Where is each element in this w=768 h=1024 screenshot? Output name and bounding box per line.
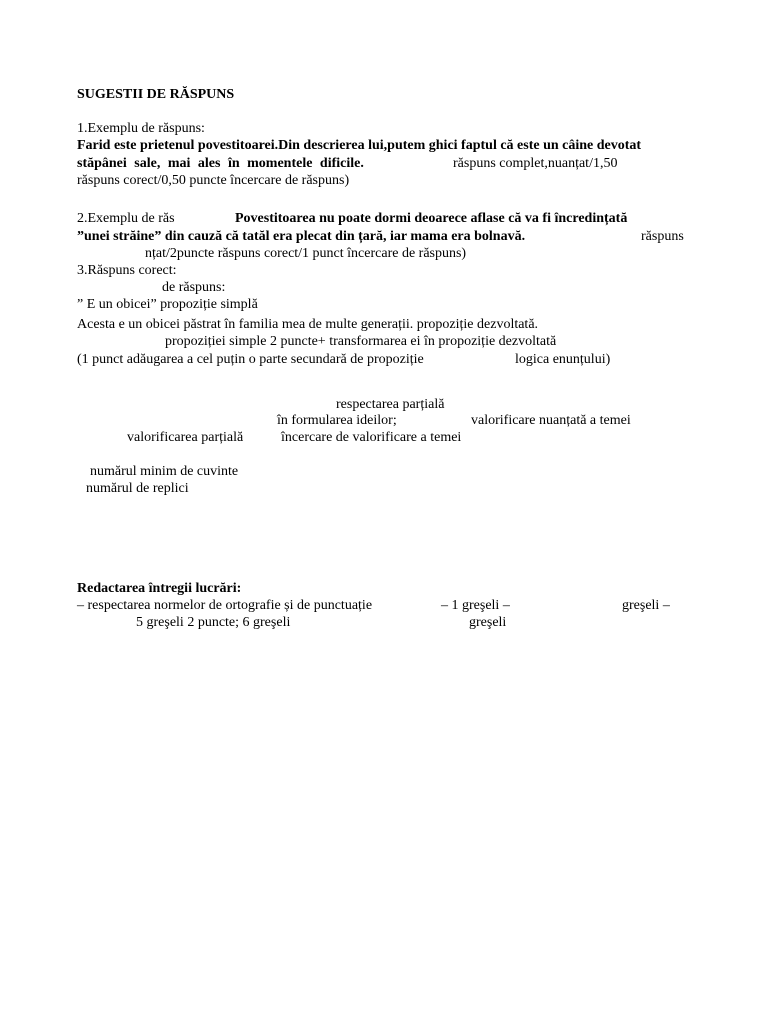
q2-answer-line2: ”unei străine” din cauză că tatăl era plecat din țară, iar mama era bolnavă. — [77, 229, 526, 244]
q3-score-a: propoziției simple 2 puncte+ transformarea ei în propoziție dezvoltată — [165, 334, 557, 349]
redactare-title: Redactarea întregii lucrări: — [77, 581, 242, 596]
q3-label: 3.Răspuns corect: — [77, 263, 177, 278]
q3-simple-sentence: ” E un obicei” propoziție simplă — [77, 297, 258, 312]
essay-replies: numărul de replici — [86, 481, 189, 496]
q2-score-b: nțat/2puncte răspuns corect/1 punct încercare de răspuns) — [145, 246, 467, 261]
q1-score-a: răspuns complet,nuanțat/1,50 — [453, 156, 618, 171]
q3-score-b-left: (1 punct adăugarea a cel puțin o parte secundară de propoziție — [77, 352, 424, 367]
essay-criteria-line1: respectarea parțială — [336, 397, 445, 412]
redactare-line2-right: greşeli — [469, 615, 507, 630]
essay-criteria-line3-left: valorificarea parțială — [127, 430, 244, 445]
redactare-line1-left: – respectarea normelor de ortografie și de punctuație — [77, 598, 373, 613]
q1-answer-line1: Farid este prietenul povestitoarei.Din descrierea lui,putem ghici faptul că este un câine devotat — [77, 138, 642, 153]
essay-criteria-line3-right: încercare de valorificare a temei — [281, 430, 462, 445]
page-heading: SUGESTII DE RĂSPUNS — [77, 87, 235, 102]
essay-criteria-line2-right: valorificare nuanțată a temei — [471, 413, 631, 428]
q1-label: 1.Exemplu de răspuns: — [77, 121, 205, 136]
q3-score-b-right: logica enunțului) — [515, 352, 611, 367]
q3-developed-sentence: Acesta e un obicei păstrat în familia mea de multe generații. propoziție dezvoltată. — [77, 317, 539, 332]
q3-example-label: de răspuns: — [162, 280, 226, 295]
redactare-line1-right: greşeli – — [622, 598, 670, 613]
q1-answer-line2: stăpânei sale, mai ales în momentele dificile. — [77, 156, 364, 171]
essay-min-words: numărul minim de cuvinte — [90, 464, 239, 479]
q2-label: 2.Exemplu de răs — [77, 211, 175, 226]
q2-score-a: răspuns — [641, 229, 684, 244]
redactare-line1-mid: – 1 greşeli – — [441, 598, 510, 613]
q2-answer-line1: Povestitoarea nu poate dormi deoarece aflase că va fi încredințată — [235, 211, 628, 226]
essay-criteria-line2-left: în formularea ideilor; — [277, 413, 397, 428]
q1-score-b: răspuns corect/0,50 puncte încercare de răspuns) — [77, 173, 350, 188]
redactare-line2-left: 5 greşeli 2 puncte; 6 greşeli — [136, 615, 291, 630]
